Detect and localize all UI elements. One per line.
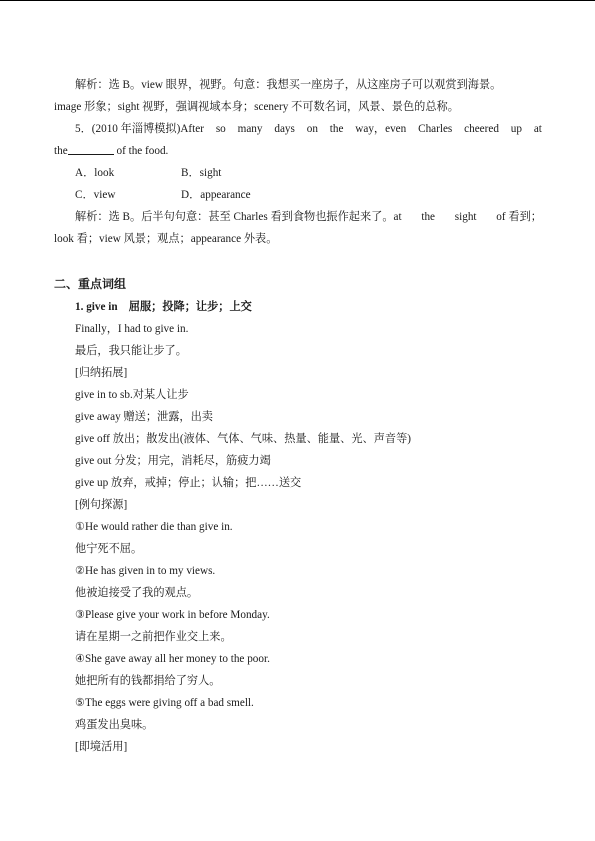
q5-stem-word: Charles — [418, 123, 453, 135]
example-sentence-en: ④She gave away all her money to the poor. — [75, 653, 270, 665]
expansion-item: give away 赠送；泄露，出卖 — [75, 411, 213, 423]
q5-stem-word: on — [306, 123, 318, 135]
q4-analysis-line1: 解析：选 B。view 眼界，视野。句意：我想买一座房子，从这座房子可以观赏到海景。 — [75, 79, 502, 91]
q5-answer-blank — [68, 142, 114, 155]
explore-label: [例句探源] — [75, 499, 128, 511]
expansion-item: give out 分发；用完，消耗尽，筋疲力竭 — [75, 455, 271, 467]
q5-analysis-word: the — [421, 211, 436, 223]
q5-stem-line1 — [54, 118, 542, 140]
q5-stem-word: up — [510, 123, 522, 135]
q4-analysis-line2: image 形象；sight 视野，强调视域本身；scenery 不可数名词，风景、景色的总称。 — [54, 101, 459, 113]
q5-analysis-word: 解析：选 B。后半句句意：甚至 Charles 看到食物也振作起来了。at — [75, 211, 402, 223]
example-sentence-zh: 她把所有的钱都捐给了穷人。 — [75, 675, 221, 687]
q5-stem-word: way，even — [355, 123, 407, 135]
q5-option-b: B．sight — [181, 167, 222, 179]
q5-option-c: C．view — [75, 189, 116, 201]
q5-stem-rest: of the food. — [113, 145, 169, 157]
example-sentence-zh: 请在星期一之前把作业交上来。 — [75, 631, 232, 643]
example-sentence-en: ③Please give your work in before Monday. — [75, 609, 270, 621]
example-sentence-en: ⑤The eggs were giving off a bad smell. — [75, 697, 254, 709]
q5-stem-line2 — [54, 140, 542, 162]
example-sentence-en: ②He has given in to my views. — [75, 565, 216, 577]
phrase-title: 1. give in 屈服；投降；让步；上交 — [75, 301, 252, 313]
q5-analysis-line2: look 看；view 风景；观点；appearance 外表。 — [54, 233, 278, 245]
expansion-item: give up 放弃，戒掉；停止；认输；把……送交 — [75, 477, 302, 489]
expansion-item: give off 放出；散发出(液体、气体、气味、热量、能量、光、声音等) — [75, 433, 412, 445]
example-zh: 最后，我只能让步了。 — [75, 345, 187, 357]
q5-stem-the: the — [54, 145, 68, 157]
example-en: Finally，I had to give in. — [75, 323, 189, 335]
example-sentence-en: ①He would rather die than give in. — [75, 521, 233, 533]
q5-analysis-word: of 看到； — [496, 211, 542, 223]
expansion-item: give in to sb.对某人让步 — [75, 389, 189, 401]
q5-stem-word: days — [274, 123, 295, 135]
document-body — [54, 74, 542, 758]
page-top-rule — [0, 0, 595, 1]
apply-label: [即境活用] — [75, 741, 128, 753]
section-title: 二、重点词组 — [54, 277, 127, 291]
q5-analysis-word: sight — [454, 211, 477, 223]
q5-stem-word: the — [329, 123, 344, 135]
q5-stem-word: at — [533, 123, 542, 135]
example-sentence-zh: 鸡蛋发出臭味。 — [75, 719, 154, 731]
q5-analysis-line1 — [54, 206, 542, 228]
q5-option-a: A．look — [75, 167, 115, 179]
example-sentence-zh: 他宁死不屈。 — [75, 543, 143, 555]
q5-stem-word: cheered — [464, 123, 499, 135]
example-sentence-zh: 他被迫接受了我的观点。 — [75, 587, 199, 599]
q5-option-d: D．appearance — [181, 189, 251, 201]
q5-stem-word: so — [215, 123, 226, 135]
q5-options-row2 — [54, 184, 542, 206]
q5-stem-word: many — [237, 123, 263, 135]
q5-stem-word: 5．(2010 年淄博模拟)After — [75, 123, 204, 135]
q5-options-row1 — [54, 162, 542, 184]
expand-label: [归纳拓展] — [75, 367, 128, 379]
